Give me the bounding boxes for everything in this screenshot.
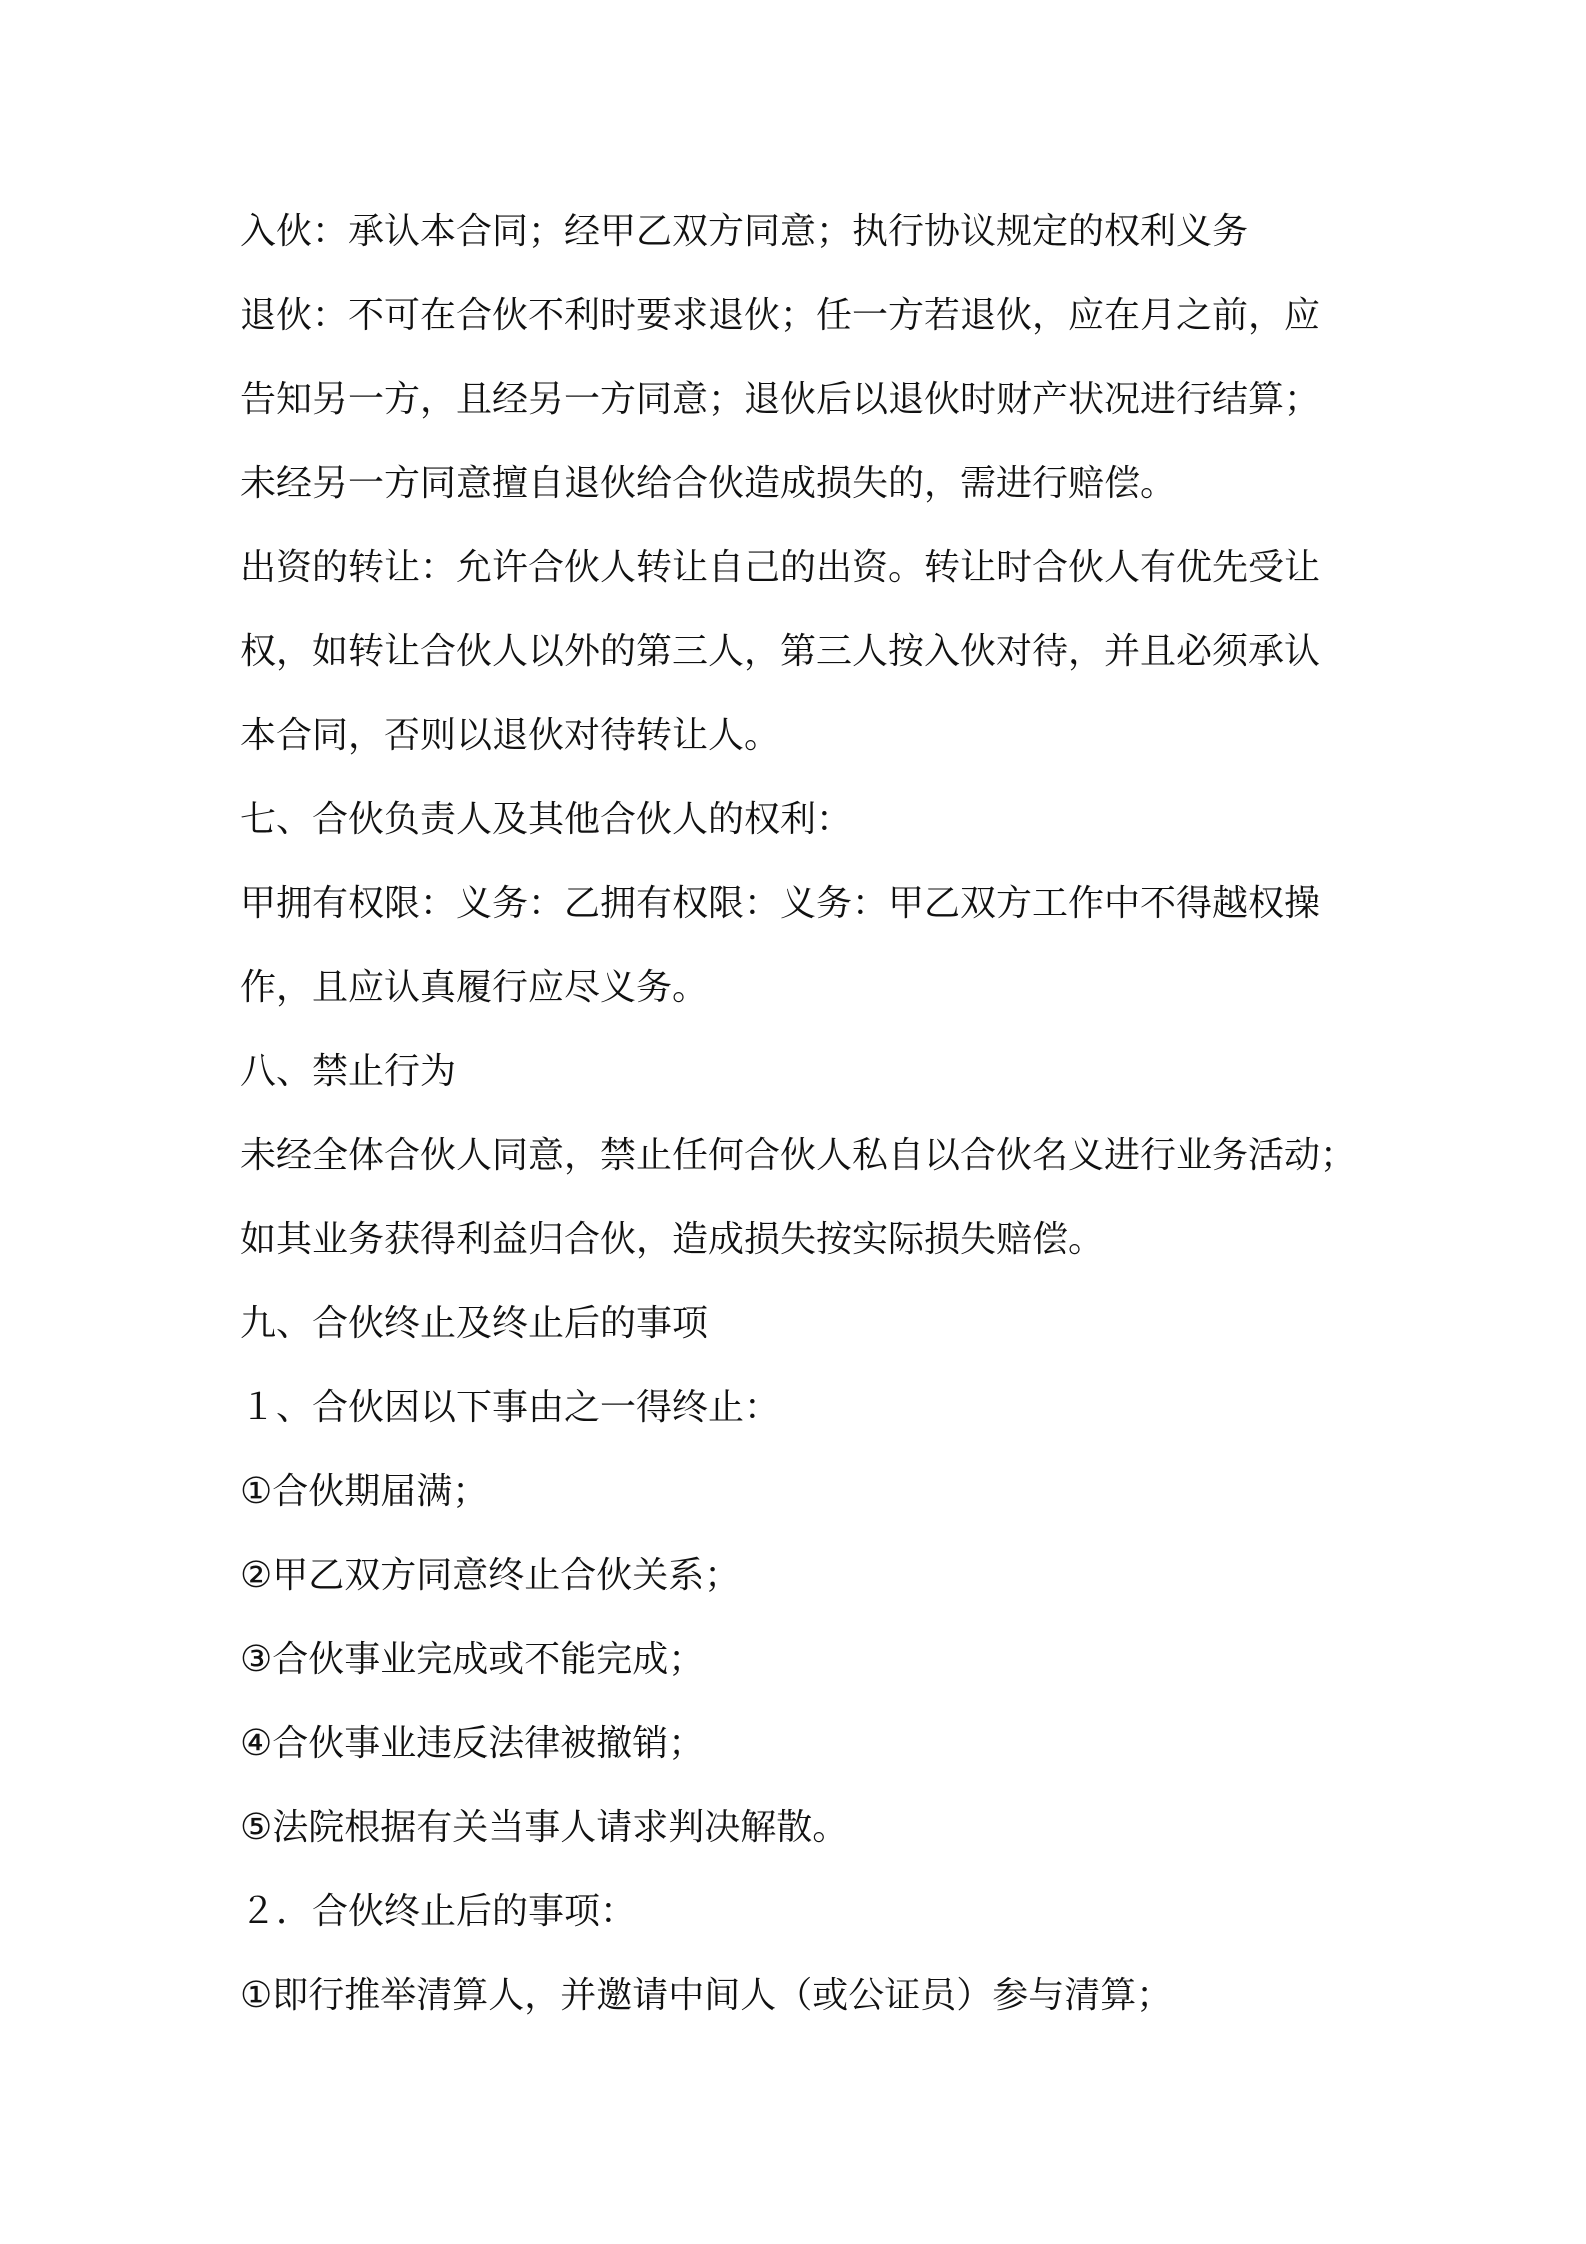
list-item: ⑤法院根据有关当事人请求判决解散。 <box>240 1807 849 1848</box>
section-heading: 九、合伙终止及终止后的事项 <box>240 1303 709 1344</box>
text-line: 作，且应认真履行应尽义务。 <box>240 967 709 1008</box>
text-line: 权，如转让合伙人以外的第三人，第三人按入伙对待，并且必须承认 <box>240 631 1321 672</box>
text-line: 告知另一方，且经另一方同意；退伙后以退伙时财产状况进行结算； <box>240 379 1321 420</box>
text-line: 如其业务获得利益归合伙，造成损失按实际损失赔偿。 <box>240 1219 1105 1260</box>
list-item: ④合伙事业违反法律被撤销； <box>240 1723 705 1764</box>
text-line: 出资的转让：允许合伙人转让自己的出资。转让时合伙人有优先受让 <box>240 547 1321 588</box>
list-item: ①合伙期届满； <box>240 1471 489 1512</box>
list-item: ①即行推举清算人，并邀请中间人（或公证员）参与清算； <box>240 1975 1173 2016</box>
list-item: ③合伙事业完成或不能完成； <box>240 1639 705 1680</box>
text-line: 入伙：承认本合同；经甲乙双方同意；执行协议规定的权利义务 <box>240 211 1249 252</box>
list-item: ②甲乙双方同意终止合伙关系； <box>240 1555 741 1596</box>
text-line: 甲拥有权限：义务：乙拥有权限：义务：甲乙双方工作中不得越权操 <box>240 883 1321 924</box>
section-heading: 七、合伙负责人及其他合伙人的权利： <box>240 799 853 840</box>
subsection-heading: ２．合伙终止后的事项： <box>240 1891 637 1932</box>
text-line: 本合同，否则以退伙对待转让人。 <box>240 715 781 756</box>
subsection-heading: １、合伙因以下事由之一得终止： <box>240 1387 781 1428</box>
section-heading: 八、禁止行为 <box>240 1051 457 1092</box>
document-body <box>240 190 1370 2038</box>
text-line: 退伙：不可在合伙不利时要求退伙；任一方若退伙，应在月之前，应 <box>240 295 1321 336</box>
text-line: 未经另一方同意擅自退伙给合伙造成损失的，需进行赔偿。 <box>240 463 1177 504</box>
text-line: 未经全体合伙人同意，禁止任何合伙人私自以合伙名义进行业务活动； <box>240 1135 1357 1176</box>
